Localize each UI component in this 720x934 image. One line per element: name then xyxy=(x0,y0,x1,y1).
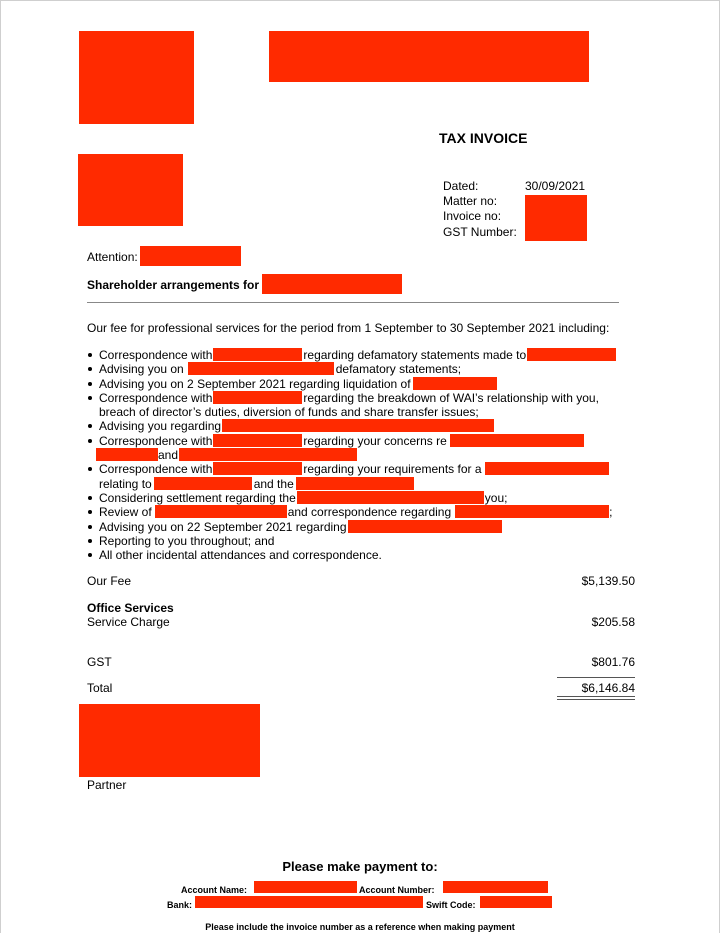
redacted-account-number xyxy=(443,881,548,893)
service-charge-label: Service Charge xyxy=(87,615,170,629)
redacted-client-address xyxy=(78,154,183,226)
redacted-text xyxy=(154,477,252,490)
list-item: Advising you on defamatory statements; xyxy=(99,362,619,376)
redacted-text xyxy=(213,462,302,475)
redacted-text xyxy=(155,505,287,518)
list-item: Advising you on 2 September 2021 regarding liquidation of xyxy=(99,377,619,391)
redacted-text xyxy=(485,462,609,475)
gst-amount: $801.76 xyxy=(591,655,635,669)
redacted-swift-code xyxy=(480,896,552,908)
list-item: Advising you regarding xyxy=(99,419,619,433)
list-item: Correspondence with regarding your requirements for a relating to and the xyxy=(99,462,619,491)
list-item: All other incidental attendances and correspondence. xyxy=(99,548,619,562)
list-item: Correspondence with regarding the breakdown of WAI’s relationship with you, breach of director’s duties, diversion of funds and share transfer issues; xyxy=(99,391,619,420)
account-name-label: Account Name: xyxy=(181,885,248,895)
gst-label: GST xyxy=(87,655,112,669)
list-item: Correspondence with regarding defamatory statements made to xyxy=(99,348,619,362)
swift-code-label: Swift Code: xyxy=(426,900,476,910)
redacted-text xyxy=(213,434,302,447)
office-services-heading: Office Services xyxy=(87,601,174,615)
redacted-attention-name xyxy=(140,246,241,266)
total-label: Total xyxy=(87,681,113,695)
redacted-text xyxy=(222,419,494,432)
list-item: Advising you on 22 September 2021 regarding xyxy=(99,520,619,534)
redacted-account-name xyxy=(254,881,357,893)
matter-no-label: Matter no: xyxy=(443,194,498,208)
intro-paragraph: Our fee for professional services for the period from 1 September to 30 September 2021 including: xyxy=(87,321,610,335)
redacted-bank xyxy=(195,896,423,908)
redacted-text xyxy=(297,491,484,504)
redacted-text xyxy=(96,448,158,461)
total-double-rule-1 xyxy=(557,696,635,697)
dated-label: Dated: xyxy=(443,179,479,193)
redacted-text xyxy=(450,434,584,447)
invoice-title: TAX INVOICE xyxy=(439,130,528,146)
total-double-rule-2 xyxy=(557,699,635,700)
signatory-role: Partner xyxy=(87,778,127,792)
our-fee-label: Our Fee xyxy=(87,574,132,588)
total-amount: $6,146.84 xyxy=(581,681,635,695)
payment-heading: Please make payment to: xyxy=(282,859,438,874)
invoice-no-label: Invoice no: xyxy=(443,209,502,223)
account-number-label: Account Number: xyxy=(359,885,435,895)
redacted-text xyxy=(188,362,334,375)
total-top-rule xyxy=(557,677,635,678)
redacted-text xyxy=(296,477,414,490)
redacted-text xyxy=(213,391,302,404)
redacted-text xyxy=(413,377,497,390)
header-divider xyxy=(87,302,619,303)
dated-value: 30/09/2021 xyxy=(525,179,586,193)
list-item: Correspondence with regarding your concerns re and xyxy=(99,434,619,463)
attention-label: Attention: xyxy=(87,250,138,264)
redacted-logo xyxy=(79,31,194,124)
list-item: Review of and correspondence regarding ; xyxy=(99,505,619,519)
redacted-signature xyxy=(79,704,260,777)
list-item: Reporting to you throughout; and xyxy=(99,534,619,548)
redacted-text xyxy=(455,505,609,518)
redacted-text xyxy=(527,348,616,361)
redacted-matter-details xyxy=(525,195,587,241)
list-item: Considering settlement regarding the you; xyxy=(99,491,619,505)
redacted-text xyxy=(213,348,302,361)
redacted-text xyxy=(179,448,357,461)
redacted-text xyxy=(348,520,502,533)
reference-note: Please include the invoice number as a reference when making payment xyxy=(205,922,515,932)
services-list xyxy=(99,348,619,562)
gst-number-label: GST Number: xyxy=(443,225,517,239)
subject-line: Shareholder arrangements for xyxy=(87,278,260,292)
bank-label: Bank: xyxy=(167,900,193,910)
redacted-firm-name xyxy=(269,31,589,82)
redacted-subject-entity xyxy=(262,274,402,294)
service-charge-amount: $205.58 xyxy=(591,615,635,629)
our-fee-amount: $5,139.50 xyxy=(581,574,635,588)
